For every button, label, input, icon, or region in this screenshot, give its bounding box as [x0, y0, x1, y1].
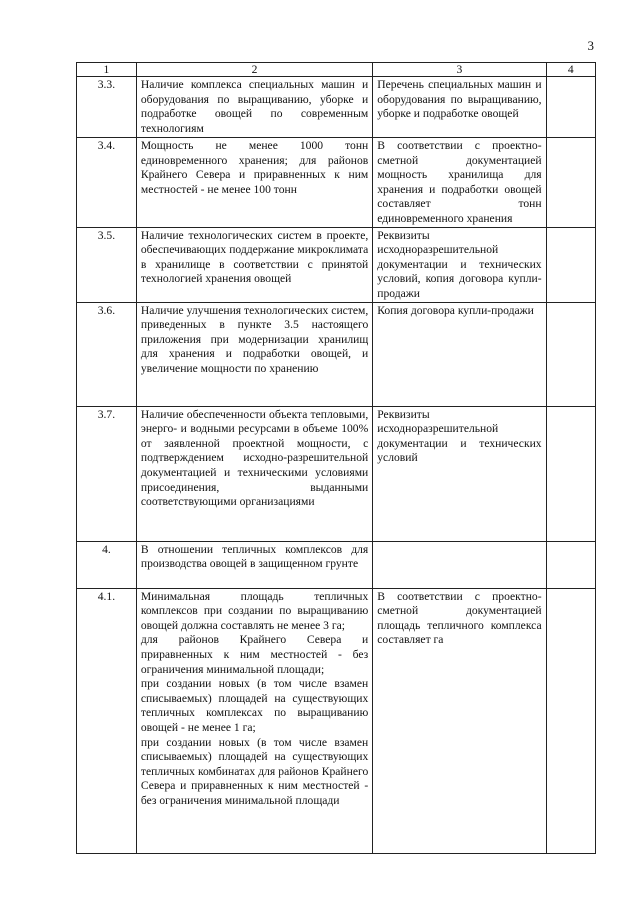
- table-row: [77, 77, 596, 138]
- note-cell: [546, 302, 595, 406]
- documents-cell: Реквизиты исходноразрешительной документации и технических условий, копия договора купли-продажи: [373, 227, 546, 302]
- documents-cell: В соответствии с проектно-сметной документацией мощность хранилища для хранения и подработки овощей составляет тонн единовременного хранения: [373, 138, 546, 228]
- row-number: 4.1.: [77, 588, 137, 853]
- table-row: [77, 588, 596, 853]
- row-number: 3.3.: [77, 77, 137, 138]
- table-row: [77, 541, 596, 588]
- requirements-table: [76, 62, 596, 854]
- requirement-text: Мощность не менее 1000 тонн единовременного хранения; для районов Крайнего Севера и приравненных к ним местностей - не менее 100 тонн: [140, 139, 369, 196]
- requirement-cell: [136, 227, 372, 302]
- requirement-text: В отношении тепличных комплексов для производства овощей в защищенном грунте: [140, 542, 369, 571]
- requirement-text: для районов Крайнего Севера и приравненных к ним местностей - без ограничения минимальной площади;: [140, 633, 369, 676]
- row-number: 4.: [77, 541, 137, 588]
- requirement-cell: [136, 138, 372, 228]
- header-cell: 4: [546, 63, 595, 77]
- note-cell: [546, 77, 595, 138]
- requirement-cell: [136, 541, 372, 588]
- requirement-text: Наличие улучшения технологических систем, приведенных в пункте 3.5 настоящего приложения при модернизации хранилищ для хранения и подработки овощей, и увеличение мощности по хранению: [140, 303, 369, 375]
- table-row: [77, 406, 596, 541]
- requirement-text: при создании новых (в том числе взамен списываемых) площадей на существующих тепличных комбинатах для районов Крайнего Севера и приравненных к ним местностей - без ограничения минимальной площади: [140, 735, 369, 807]
- row-number: 3.7.: [77, 406, 137, 541]
- requirement-cell: [136, 77, 372, 138]
- requirement-text: Минимальная площадь тепличных комплексов при создании по выращиванию овощей должна составлять не менее 3 га;: [140, 589, 369, 632]
- header-cell: 3: [373, 63, 546, 77]
- documents-cell: Перечень специальных машин и оборудования по выращиванию, уборке и подработке овощей: [373, 77, 546, 138]
- requirement-text: Наличие комплекса специальных машин и оборудования по выращиванию, уборке и подработке овощей по современным технологиям: [140, 78, 369, 135]
- documents-cell: Реквизиты исходноразрешительной документации и технических условий: [373, 406, 546, 541]
- note-cell: [546, 138, 595, 228]
- row-number: 3.5.: [77, 227, 137, 302]
- row-number: 3.4.: [77, 138, 137, 228]
- table-row: [77, 302, 596, 406]
- requirement-cell: [136, 406, 372, 541]
- row-number: 3.6.: [77, 302, 137, 406]
- note-cell: [546, 406, 595, 541]
- documents-cell: В соответствии с проектно-сметной документацией площадь тепличного комплекса составляет га: [373, 588, 546, 853]
- page-number: 3: [587, 38, 594, 53]
- table-header-row: [77, 63, 596, 77]
- requirement-cell: [136, 588, 372, 853]
- requirement-text: Наличие технологических систем в проекте, обеспечивающих поддержание микроклимата в хранилище в соответствии с принятой технологией хранения овощей: [140, 228, 369, 286]
- header-cell: 1: [77, 63, 137, 77]
- requirement-text: Наличие обеспеченности объекта тепловыми, энерго- и водными ресурсами в объеме 100% от заявленной проектной мощности, с подтверждением исходно-разрешительной документацией и техническими условиями присоединения, выданными соответствующими организациями: [140, 407, 369, 509]
- table-row: [77, 227, 596, 302]
- requirement-text: при создании новых (в том числе взамен списываемых) площадей на существующих тепличных комплексах по выращиванию овощей - не менее 1 га;: [140, 677, 369, 734]
- header-cell: 2: [136, 63, 372, 77]
- note-cell: [546, 541, 595, 588]
- note-cell: [546, 588, 595, 853]
- table-row: [77, 138, 596, 228]
- documents-cell: [373, 541, 546, 588]
- requirement-cell: [136, 302, 372, 406]
- documents-cell: Копия договора купли-продажи: [373, 302, 546, 406]
- note-cell: [546, 227, 595, 302]
